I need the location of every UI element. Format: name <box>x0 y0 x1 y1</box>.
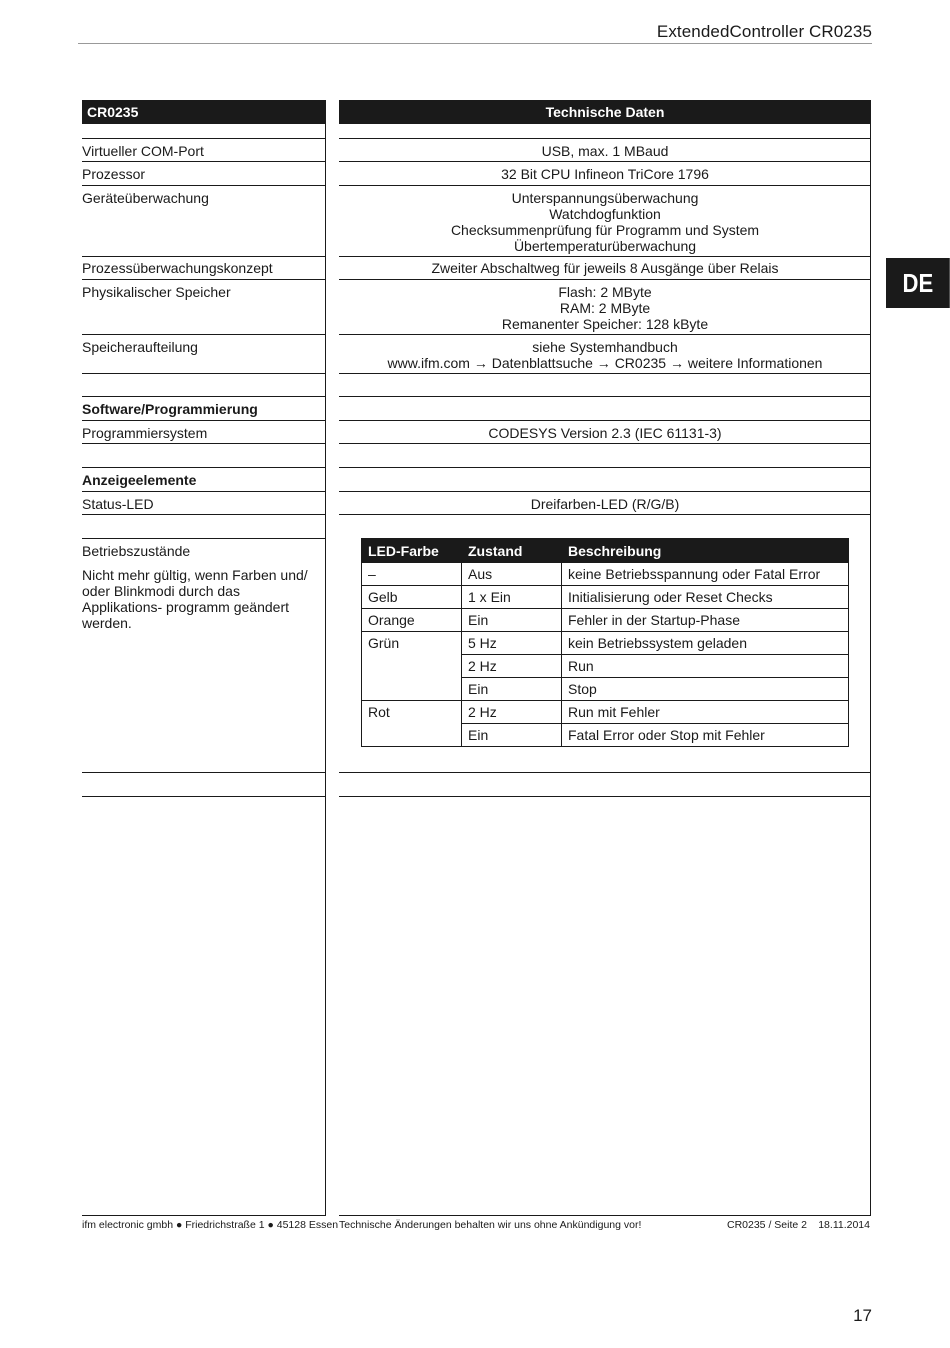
row-rule <box>82 538 326 539</box>
device-monitoring-values <box>339 190 871 254</box>
row-rule <box>82 161 326 162</box>
led-description-cell: Run <box>562 655 849 678</box>
row-rule <box>339 161 871 162</box>
led-state-cell: 1 x Ein <box>462 586 562 609</box>
led-state-cell: Ein <box>462 609 562 632</box>
page-number: 17 <box>853 1306 872 1325</box>
led-state-cell: Ein <box>462 724 562 747</box>
row-rule <box>82 443 326 444</box>
row-rule <box>339 334 871 335</box>
display-section-heading: Anzeigeelemente <box>82 472 197 488</box>
row-rule <box>82 467 326 468</box>
row-rule <box>82 420 326 421</box>
row-rule <box>339 373 871 374</box>
table-row <box>362 701 849 724</box>
led-color-cell: Rot <box>362 701 462 747</box>
row-rule <box>339 256 871 257</box>
monitoring-item: Übertemperaturüberwachung <box>513 238 697 254</box>
programming-system-label: Programmiersystem <box>82 425 208 441</box>
led-state-cell: 2 Hz <box>462 701 562 724</box>
led-state-cell: Ein <box>462 678 562 701</box>
row-rule <box>82 256 326 257</box>
row-rule <box>82 373 326 374</box>
row-rule <box>339 772 871 773</box>
row-rule <box>82 491 326 492</box>
language-tab: DE <box>886 258 950 308</box>
memory-split-label: Speicheraufteilung <box>82 339 198 355</box>
monitoring-item: Unterspannungsüberwachung <box>511 190 699 206</box>
led-color-cell: Grün <box>362 632 462 701</box>
processor-label: Prozessor <box>82 166 146 182</box>
footer-notice: Technische Änderungen behalten wir uns ohne Ankündigung vor! <box>339 1219 642 1231</box>
led-description-cell: Run mit Fehler <box>562 701 849 724</box>
led-color-header: LED-Farbe <box>362 539 462 563</box>
device-monitoring-label: Geräteüberwachung <box>82 190 209 206</box>
led-description-header: Beschreibung <box>562 539 849 563</box>
physical-memory-values <box>339 284 871 332</box>
led-table-header-row <box>362 539 849 563</box>
bottom-rule <box>339 1215 871 1216</box>
header-rule <box>78 43 872 44</box>
led-state-cell: 5 Hz <box>462 632 562 655</box>
table-row <box>362 586 849 609</box>
monitoring-item: Checksummenprüfung für Programm und System <box>450 222 760 238</box>
footer-company: ifm electronic gmbh ● Friedrichstraße 1 ● 45128 Essen <box>82 1219 339 1231</box>
row-rule <box>339 279 871 280</box>
footer-date: 18.11.2014 <box>818 1219 870 1231</box>
operating-states-note: Nicht mehr gültig, wenn Farben und/ oder Blinkmodi durch das Applikations- programm geändert werden. <box>82 567 308 631</box>
led-state-table <box>361 538 849 747</box>
row-rule <box>82 185 326 186</box>
table-row <box>362 563 849 586</box>
process-monitoring-value: Zweiter Abschaltweg für jeweils 8 Ausgänge über Relais <box>431 260 779 276</box>
row-rule <box>339 443 871 444</box>
row-rule <box>82 279 326 280</box>
status-led-label: Status-LED <box>82 496 154 512</box>
software-section-heading: Software/Programmierung <box>82 401 258 417</box>
memory-split-item: siehe Systemhandbuch <box>532 339 678 355</box>
row-rule <box>339 420 871 421</box>
row-rule <box>82 772 326 773</box>
led-color-cell: Gelb <box>362 586 462 609</box>
processor-value: 32 Bit CPU Infineon TriCore 1796 <box>501 166 709 182</box>
memory-item: Remanenter Speicher: 128 kByte <box>501 316 709 332</box>
led-state-cell: Aus <box>462 563 562 586</box>
row-rule <box>339 185 871 186</box>
row-rule <box>82 138 326 139</box>
document-title: ExtendedController CR0235 <box>656 22 872 41</box>
row-rule <box>339 138 871 139</box>
table-row <box>362 632 849 655</box>
programming-system-value: CODESYS Version 2.3 (IEC 61131-3) <box>488 425 722 441</box>
led-description-cell: kein Betriebssystem geladen <box>562 632 849 655</box>
row-rule <box>339 491 871 492</box>
memory-split-link: www.ifm.com → Datenblattsuche → CR0235 → weitere Informationen <box>387 355 823 371</box>
led-description-cell: keine Betriebsspannung oder Fatal Error <box>562 563 849 586</box>
operating-states-label: Betriebszustände <box>82 543 191 559</box>
led-description-cell: Fehler in der Startup-Phase <box>562 609 849 632</box>
process-monitoring-label: Prozessüberwachungskonzept <box>82 260 273 276</box>
led-color-cell: – <box>362 563 462 586</box>
row-rule <box>339 467 871 468</box>
footer-page-ref: CR0235 / Seite 2 <box>727 1219 807 1231</box>
led-description-cell: Stop <box>562 678 849 701</box>
memory-item: Flash: 2 MByte <box>558 284 652 300</box>
led-state-cell: 2 Hz <box>462 655 562 678</box>
table-row <box>362 609 849 632</box>
com-port-label: Virtueller COM-Port <box>82 143 204 159</box>
row-rule <box>82 514 326 515</box>
led-description-cell: Initialisierung oder Reset Checks <box>562 586 849 609</box>
memory-item: RAM: 2 MByte <box>559 300 651 316</box>
tech-data-header: Technische Daten <box>339 100 871 124</box>
row-rule <box>82 334 326 335</box>
product-header: CR0235 <box>82 100 326 124</box>
monitoring-item: Watchdogfunktion <box>549 206 661 222</box>
memory-split-values <box>339 339 871 371</box>
led-state-header: Zustand <box>462 539 562 563</box>
row-rule <box>339 396 871 397</box>
com-port-value: USB, max. 1 MBaud <box>541 143 669 159</box>
row-rule <box>339 514 871 515</box>
row-rule <box>339 796 871 797</box>
bottom-rule <box>82 1215 326 1216</box>
row-rule <box>82 796 326 797</box>
status-led-value: Dreifarben-LED (R/G/B) <box>530 496 680 512</box>
led-color-cell: Orange <box>362 609 462 632</box>
row-rule <box>82 396 326 397</box>
physical-memory-label: Physikalischer Speicher <box>82 284 231 300</box>
led-description-cell: Fatal Error oder Stop mit Fehler <box>562 724 849 747</box>
